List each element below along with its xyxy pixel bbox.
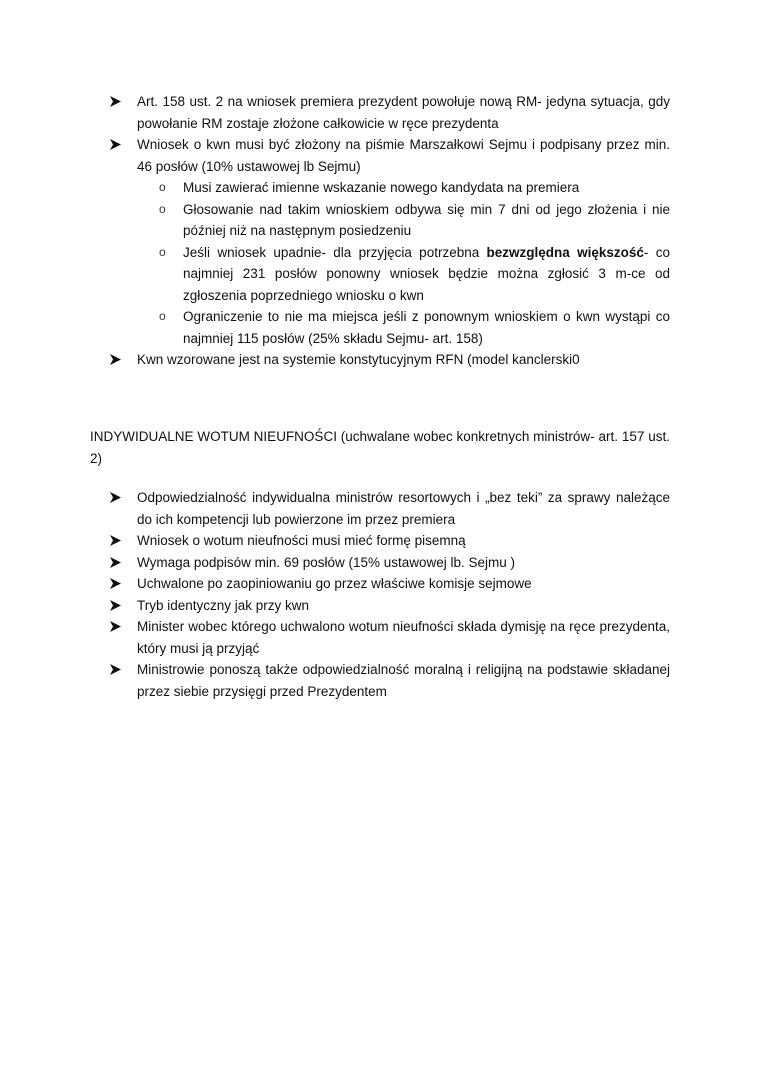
list-item (0, 134, 670, 349)
list-item-text: Wniosek o wotum nieufności musi mieć formę pisemną (137, 533, 466, 548)
list-item (0, 595, 670, 617)
sub-item-text: Musi zawierać imienne wskazanie nowego kandydata na premiera (183, 180, 580, 195)
circle-bullet: o (159, 309, 166, 323)
list-item-text: Tryb identyczny jak przy kwn (137, 597, 310, 613)
list-item (0, 659, 670, 702)
list-item (0, 552, 670, 574)
circle-bullet: o (159, 201, 166, 216)
sub-list-item (159, 177, 670, 199)
list-item-text: Art. 158 ust. 2 na wniosek premiera prezydent powołuje nową RM- jedyna sytuacja, gdy powołanie RM zostaje złożone całkowicie w ręce prezydenta (137, 94, 670, 131)
list-item (0, 91, 670, 134)
sub-item-text-post: - co najmniej 231 posłów ponowny wniosek będzie można zgłosić 3 m-ce od zgłoszenia poprzedniego wniosku o kwn (183, 244, 670, 303)
bullet-list-kwn (0, 91, 760, 371)
sub-item-text: Głosowanie nad takim wnioskiem odbywa się min 7 dni od jego złożenia i nie później niż na następnym posiedzeniu (183, 201, 670, 238)
list-item-text: Wniosek o kwn musi być złożony na piśmie Marszałkowi Sejmu i podpisany przez min. 46 posłów (10% ustawowej lb Sejmu) (137, 137, 670, 174)
list-item (0, 616, 670, 659)
list-item-text: Minister wobec którego uchwalono wotum nieufności składa dymisję na ręce prezydenta, który musi ją przyjąć (137, 619, 670, 656)
list-item (0, 349, 670, 371)
sub-list (137, 177, 670, 349)
list-item-text: Wymaga podpisów min. 69 posłów (15% ustawowej lb. Sejmu ) (137, 554, 516, 570)
sub-item-text-pre: Jeśli wniosek upadnie- dla przyjęcia potrzebna (183, 244, 487, 260)
list-item (0, 530, 670, 552)
list-item-text: Kwn wzorowane jest na systemie konstytucyjnym RFN (model kanclerski0 (137, 352, 580, 367)
bold-phrase: bezwzględna większość (486, 244, 644, 260)
bullet-list-individual (0, 487, 760, 702)
list-item (0, 487, 670, 530)
list-item-text: Odpowiedzialność indywidualna ministrów resortowych i „bez teki” za sprawy należące do ich kompetencji lub powierzone im przez premiera (137, 490, 670, 527)
sub-list-item (159, 242, 670, 307)
sub-list-item (159, 199, 670, 242)
circle-bullet: o (159, 180, 166, 194)
sub-item-text: Ograniczenie to nie ma miejsca jeśli z ponownym wnioskiem o kwn wystąpi co najmniej 115 posłów (25% składu Sejmu- art. 158) (183, 309, 670, 346)
list-item-text: Ministrowie ponoszą także odpowiedzialność moralną i religijną na podstawie składanej przez siebie przysięgi przed Prezydentem (137, 662, 670, 699)
sub-list-item (159, 306, 670, 349)
list-item (0, 573, 670, 595)
circle-bullet: o (159, 244, 166, 259)
section-heading: INDYWIDUALNE WOTUM NIEUFNOŚCI (uchwalane wobec konkretnych ministrów- art. 157 ust. 2) (90, 429, 670, 466)
list-item-text: Uchwalone po zaopiniowaniu go przez właściwe komisje sejmowe (137, 576, 532, 591)
